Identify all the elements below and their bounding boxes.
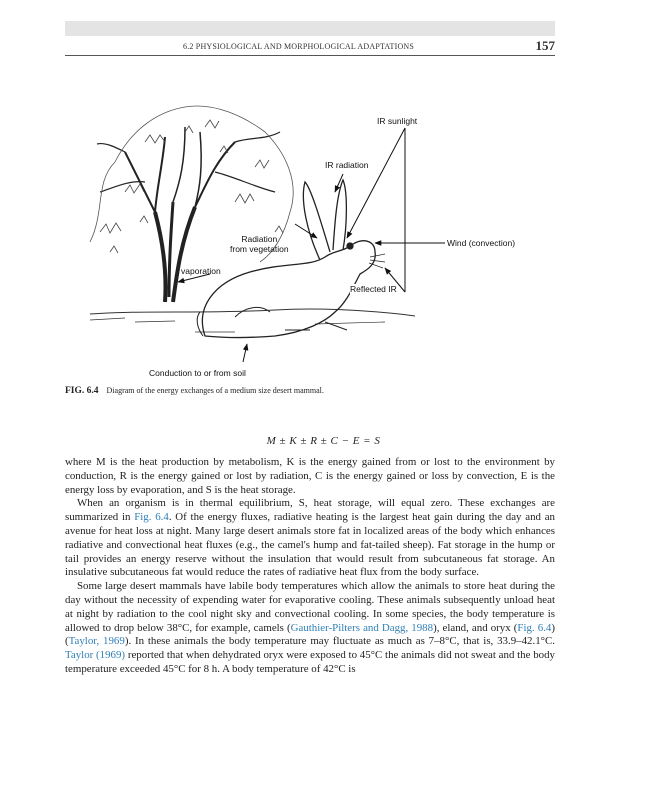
figure-caption: [65, 386, 555, 396]
rabbit-illustration: [197, 180, 385, 338]
link-gauthier-pilters-dagg-1988[interactable]: Gauthier-Pilters and Dagg, 1988: [290, 621, 434, 634]
label-reflected-ir: Reflected IR: [350, 284, 397, 294]
energy-exchange-diagram: [85, 92, 550, 382]
body-text: [65, 456, 555, 677]
heat-balance-equation: M ± K ± R ± C − E = S: [266, 435, 381, 447]
link-taylor-1969-second[interactable]: Taylor (1969): [65, 649, 126, 662]
link-fig-6-4-second[interactable]: Fig. 6.4: [517, 621, 552, 634]
figure-caption-text: Diagram of the energy exchanges of a medium size desert mammal.: [106, 386, 324, 395]
paragraph-3: [65, 580, 555, 677]
figure-caption-label: FIG. 6.4: [65, 386, 99, 396]
label-ir-radiation: IR radiation: [325, 160, 369, 170]
ground-lines: [90, 309, 415, 332]
paragraph-3-text-d: ). In these animals the body temperature may fluctuate as much as 7–8°C, that is, 33.9–42.1°C.: [124, 635, 556, 648]
paragraph-2-text-b: . Of the energy fluxes, radiative heating is the largest heat gain during the day and an avenue for heat loss at night. Many large desert animals store fat in localized areas of the body which enhances radiative and convectional heat fluxes (e.g., the camel's hump and fat-tailed sheep). Fat storage in the hump or tail provides an energy reserve without the insulation that would result from subcutaneous fat storage. An insulative subcutaneous fat would reduce the rates of radiative heat flux from the body surface.: [65, 511, 555, 579]
paragraph-2: [65, 497, 555, 580]
running-header-title: 6.2 PHYSIOLOGICAL AND MORPHOLOGICAL ADAPTATIONS: [183, 42, 415, 51]
label-evaporation: vaporation: [181, 266, 221, 276]
top-bar: [65, 21, 555, 36]
paragraph-2-text-a: When an organism is in thermal equilibrium, S, heat storage, will equal zero. These exchanges are summarized in: [65, 497, 555, 524]
label-radiation-from-vegetation: Radiation from vegetation: [230, 234, 289, 254]
paragraph-1: where M is the heat production by metabolism, K is the energy gained from or lost to the environment by conduction, R is the energy gained or lost by radiation, C is the energy gained or loss by convection, E is the energy loss by evaporation, and S is the heat storage.: [65, 456, 555, 496]
header-rule: [65, 55, 555, 56]
paragraph-3-text-e: reported that when dehydrated oryx were exposed to 45°C the animals did not sweat and the body temperature exceeded 45°C for 8 h. A body temperature of 42°C is: [65, 649, 556, 675]
link-fig-6-4[interactable]: Fig. 6.4: [134, 511, 169, 524]
page-number: 157: [535, 38, 555, 53]
paragraph-3-text-b: ), eland, and oryx (: [433, 621, 518, 634]
link-taylor-1969[interactable]: Taylor, 1969: [68, 635, 125, 648]
label-conduction: Conduction to or from soil: [149, 368, 246, 378]
figure-diagram: [85, 92, 550, 382]
label-wind-convection: Wind (convection): [447, 238, 516, 248]
paragraph-3-text-a: Some large desert mammals have labile body temperatures which allow the animals to store heat during the day without the necessity of expending water for evaporative cooling. These animals subsequently unload heat at night by radiation to the cool night sky and convectional cooling. In some species, the body temperature is allowed to drop below 38°C, for example, camels (: [65, 580, 555, 634]
running-header: [65, 40, 555, 56]
label-ir-sunlight: IR sunlight: [377, 116, 418, 126]
paragraph-3-text-c: ) (: [65, 621, 555, 648]
